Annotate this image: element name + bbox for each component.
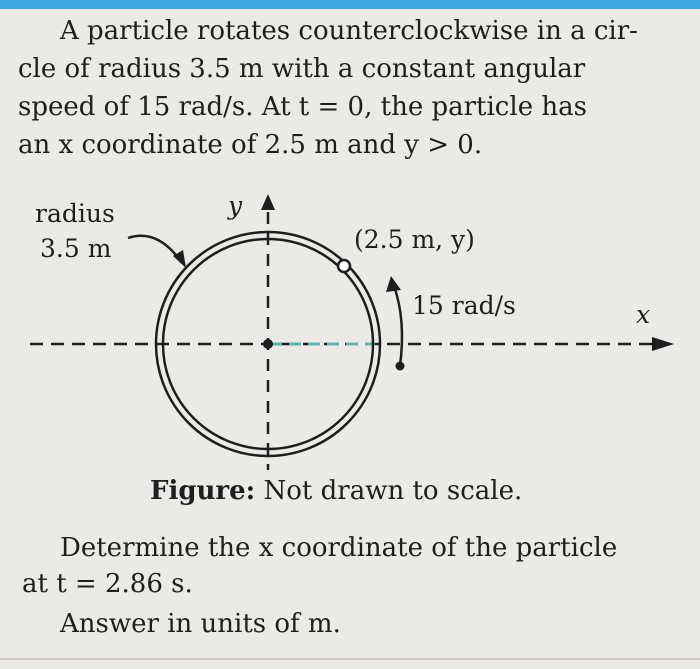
radius-label-line2: 3.5 m [40, 234, 112, 263]
question-line-1: Determine the x coordinate of the particle [60, 533, 618, 563]
y-axis-label: y [228, 191, 243, 220]
angular-speed-arrow [394, 286, 402, 366]
question-line-2: at t = 2.86 s. [22, 569, 193, 599]
caption-text: Not drawn to scale. [255, 476, 523, 506]
angular-speed-label: 15 rad/s [412, 291, 516, 320]
bottom-divider [0, 658, 700, 660]
problem-line-1: A particle rotates counterclockwise in a cir- [60, 16, 638, 46]
center-dot [263, 339, 273, 349]
angular-speed-arrow-tail [396, 362, 405, 371]
x-axis-label: x [636, 300, 651, 329]
problem-line-2: cle of radius 3.5 m with a constant angular [18, 54, 586, 84]
answer-units-line: Answer in units of m. [60, 609, 341, 639]
particle-marker [338, 260, 350, 272]
y-axis-arrow-icon [261, 194, 275, 210]
caption-bold: Figure: [150, 476, 256, 506]
radius-label-line1: radius [35, 199, 115, 228]
radius-pointer-arrow [128, 236, 182, 263]
point-label: (2.5 m, y) [354, 225, 475, 254]
problem-line-3: speed of 15 rad/s. At t = 0, the particle has [18, 92, 587, 122]
figure-caption [150, 476, 522, 506]
angular-speed-arrow-icon [386, 276, 401, 292]
problem-line-4: an x coordinate of 2.5 m and y > 0. [18, 130, 483, 160]
question [22, 530, 617, 642]
x-axis-arrow-icon [652, 337, 674, 351]
